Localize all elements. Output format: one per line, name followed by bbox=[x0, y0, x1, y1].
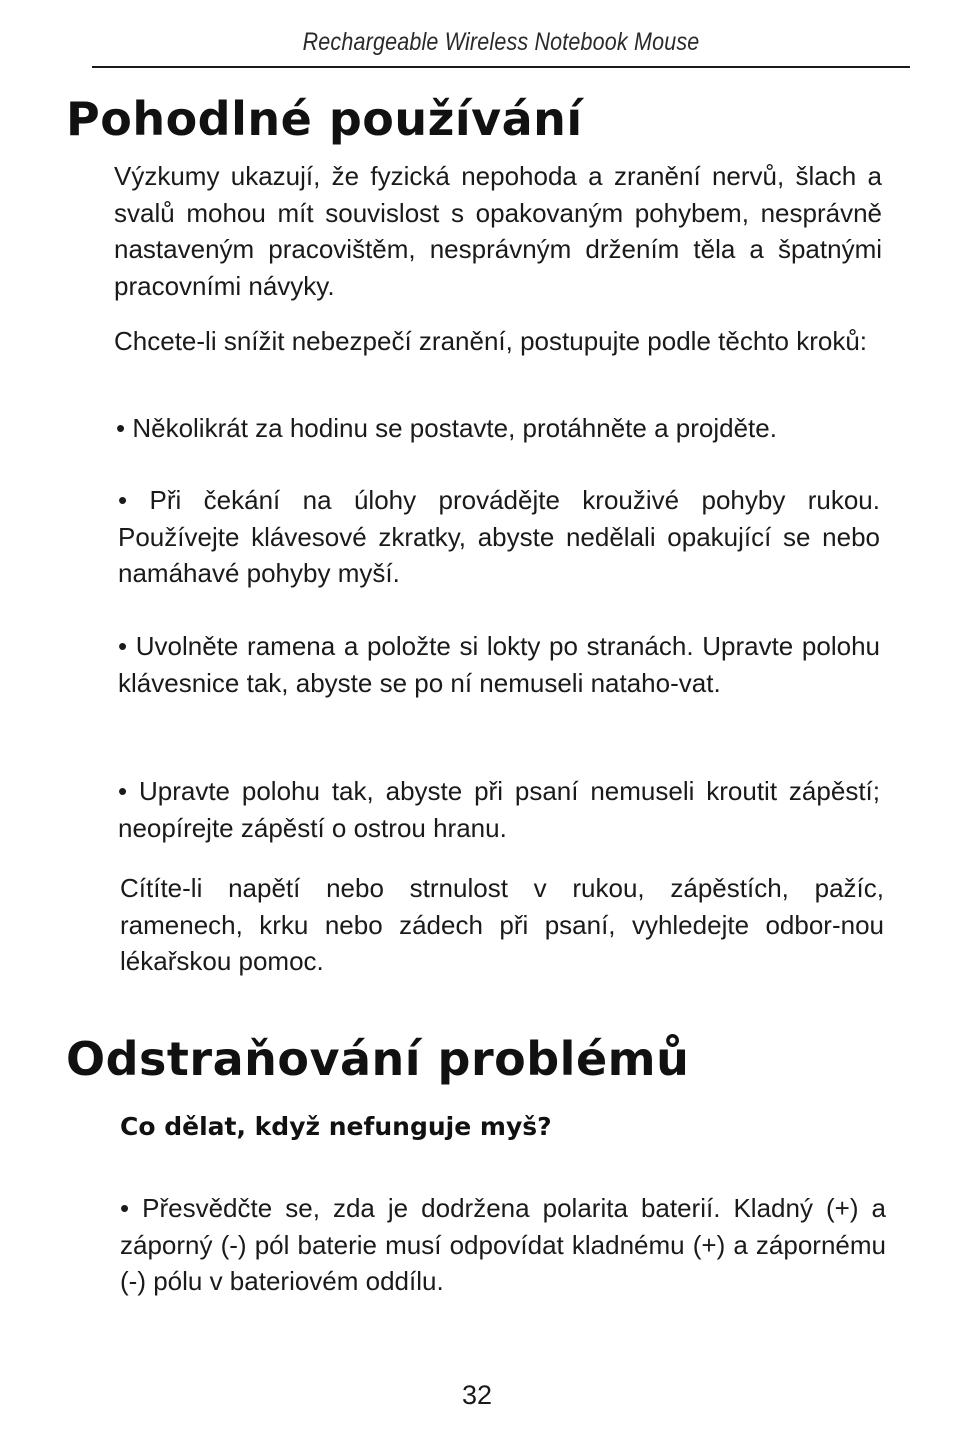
bullet-item: • Uvolněte ramena a položte si lokty po stranách. Upravte polohu klávesnice tak, abyste se po ní nemuseli nataho-vat. bbox=[118, 631, 880, 698]
subheading-mouse-not-working: Co dělat, když nefunguje myš? bbox=[120, 1112, 552, 1141]
section-title-comfortable-use: Pohodlné používání bbox=[66, 92, 583, 146]
paragraph-research: Výzkumy ukazují, že fyzická nepohoda a zranění nervů, šlach a svalů mohou mít souvislost s opakovaným pohybem, nesprávně nastaveným pracovištěm, nesprávným držením těla a špatnými pracovními návyky. bbox=[114, 161, 882, 301]
section-title-troubleshooting: Odstraňování problémů bbox=[66, 1032, 690, 1086]
header-rule bbox=[92, 66, 910, 68]
paragraph-reduce-risk: Chcete-li snížit nebezpečí zranění, postupujte podle těchto kroků: bbox=[114, 326, 867, 356]
bullet-item: • Přesvědčte se, zda je dodržena polarita baterií. Kladný (+) a záporný (-) pól baterie musí odpovídat kladnému (+) a zápornému (-) pólu v bateriovém oddílu. bbox=[120, 1193, 886, 1296]
page-number: 32 bbox=[461, 1380, 493, 1410]
bullet-item: • Upravte polohu tak, abyste při psaní nemuseli kroutit zápěstí; neopírejte zápěstí o ostrou hranu. bbox=[118, 776, 880, 843]
bullet-item: • Několikrát za hodinu se postavte, protáhněte a projděte. bbox=[116, 413, 777, 443]
running-header: Rechargeable Wireless Notebook Mouse bbox=[302, 28, 700, 56]
paragraph-seek-help: Cítíte-li napětí nebo strnulost v rukou, zápěstích, pažíc, ramenech, krku nebo zádech při psaní, vyhledejte odbor-nou lékařskou pomoc. bbox=[120, 873, 884, 976]
bullet-item: • Při čekání na úlohy provádějte krouživé pohyby rukou. Používejte klávesové zkratky, abyste nedělali opakující se nebo namáhavé pohyby myší. bbox=[118, 485, 880, 588]
